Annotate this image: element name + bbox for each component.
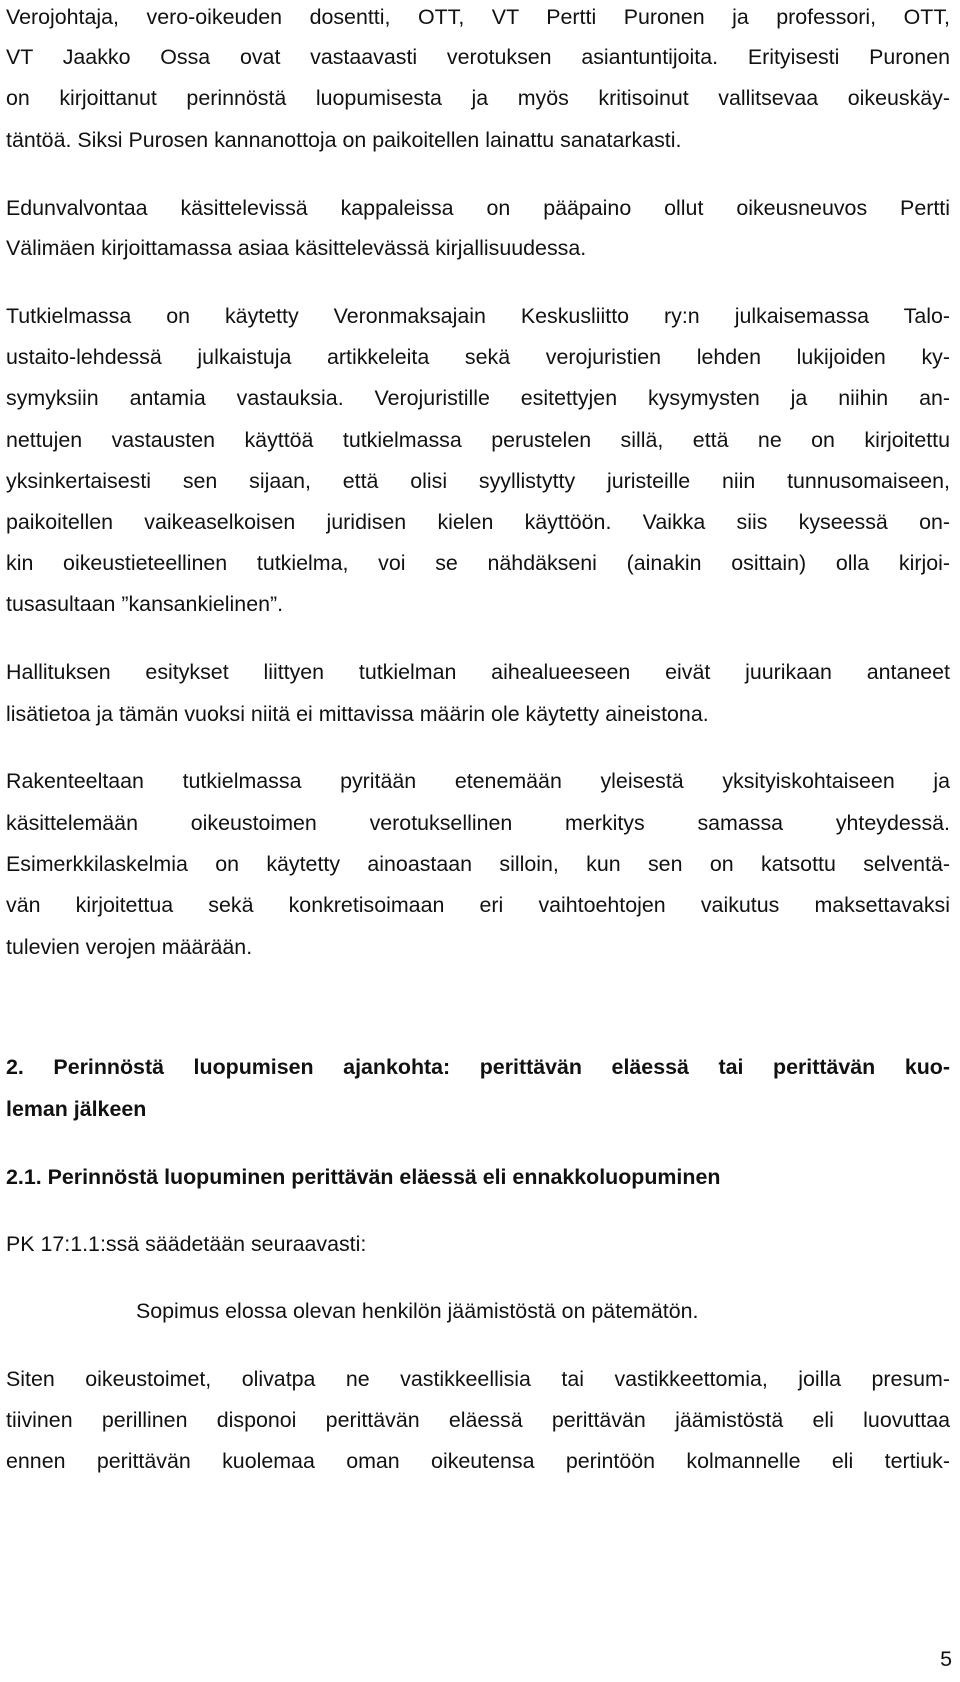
page-number: 5 bbox=[940, 1647, 952, 1671]
paragraph-5-line-1: Rakenteeltaan tutkielmassa pyritään etenemään yleisestä yksityiskohtaiseen ja bbox=[6, 769, 950, 793]
paragraph-last-line-2: tiivinen perillinen disponoi perittävän eläessä perittävän jäämistöstä eli luovuttaa bbox=[6, 1408, 950, 1432]
paragraph-4-line-2: lisätietoa ja tämän vuoksi niitä ei mittavissa määrin ole käytetty aineistona. bbox=[6, 702, 709, 726]
paragraph-5-line-3: Esimerkkilaskelmia on käytetty ainoastaan silloin, kun sen on katsottu selventä- bbox=[6, 852, 950, 876]
paragraph-5-line-5: tulevien verojen määrään. bbox=[6, 935, 253, 959]
paragraph-1-line-4: täntöä. Siksi Purosen kannanottoja on paikoitellen lainattu sanatarkasti. bbox=[6, 128, 682, 152]
paragraph-2-line-2: Välimäen kirjoittamassa asiaa käsittelevässä kirjallisuudessa. bbox=[6, 236, 587, 260]
paragraph-3-line-4: nettujen vastausten käyttöä tutkielmassa perustelen sillä, että ne on kirjoitettu bbox=[6, 428, 950, 452]
paragraph-3-line-7: kin oikeustieteellinen tutkielma, voi se nähdäkseni (ainakin osittain) olla kirjoi- bbox=[6, 551, 950, 575]
paragraph-3-line-8: tusasultaan ”kansankielinen”. bbox=[6, 592, 284, 616]
paragraph-5-line-4: vän kirjoitettua sekä konkretisoimaan eri vaihtoehtojen vaikutus maksettavaksi bbox=[6, 893, 950, 917]
heading-2-1: 2.1. Perinnöstä luopuminen perittävän eläessä eli ennakkoluopuminen bbox=[6, 1165, 721, 1189]
paragraph-3-line-6: paikoitellen vaikeaselkoisen juridisen kielen käyttöön. Vaikka siis kyseessä on- bbox=[6, 510, 950, 534]
paragraph-5-line-2: käsittelemään oikeustoimen verotuksellinen merkitys samassa yhteydessä. bbox=[6, 811, 950, 835]
heading-2-line-1: 2. Perinnöstä luopumisen ajankohta: perittävän eläessä tai perittävän kuo- bbox=[6, 1055, 950, 1079]
paragraph-last-line-1: Siten oikeustoimet, olivatpa ne vastikkeellisia tai vastikkeettomia, joilla presum- bbox=[6, 1367, 950, 1391]
paragraph-1-line-1: Verojohtaja, vero-oikeuden dosentti, OTT, VT Pertti Puronen ja professori, OTT, bbox=[6, 5, 950, 29]
paragraph-3-line-1: Tutkielmassa on käytetty Veronmaksajain Keskusliitto ry:n julkaisemassa Talo- bbox=[6, 304, 950, 328]
paragraph-3-line-2: ustaito-lehdessä julkaistuja artikkeleita sekä verojuristien lehden lukijoiden ky- bbox=[6, 345, 950, 369]
paragraph-1-line-2: VT Jaakko Ossa ovat vastaavasti verotuksen asiantuntijoita. Erityisesti Puronen bbox=[6, 45, 950, 69]
paragraph-3-line-5: yksinkertaisesti sen sijaan, että olisi syyllistytty juristeille niin tunnusomaiseen, bbox=[6, 469, 950, 493]
paragraph-2-line-1: Edunvalvontaa käsittelevissä kappaleissa on pääpaino ollut oikeusneuvos Pertti bbox=[6, 196, 950, 220]
paragraph-last-line-3: ennen perittävän kuolemaa oman oikeutensa perintöön kolmannelle eli tertiuk- bbox=[6, 1449, 950, 1473]
law-intro: PK 17:1.1:ssä säädetään seuraavasti: bbox=[6, 1232, 367, 1256]
law-quote: Sopimus elossa olevan henkilön jäämistöstä on pätemätön. bbox=[136, 1299, 699, 1323]
paragraph-1-line-3: on kirjoittanut perinnöstä luopumisesta ja myös kritisoinut vallitsevaa oikeuskäy- bbox=[6, 86, 950, 110]
paragraph-3-line-3: symyksiin antamia vastauksia. Verojuristille esitettyjen kysymysten ja niihin an- bbox=[6, 386, 950, 410]
paragraph-4-line-1: Hallituksen esitykset liittyen tutkielman aihealueeseen eivät juurikaan antaneet bbox=[6, 660, 950, 684]
heading-2-line-2: leman jälkeen bbox=[6, 1097, 147, 1121]
